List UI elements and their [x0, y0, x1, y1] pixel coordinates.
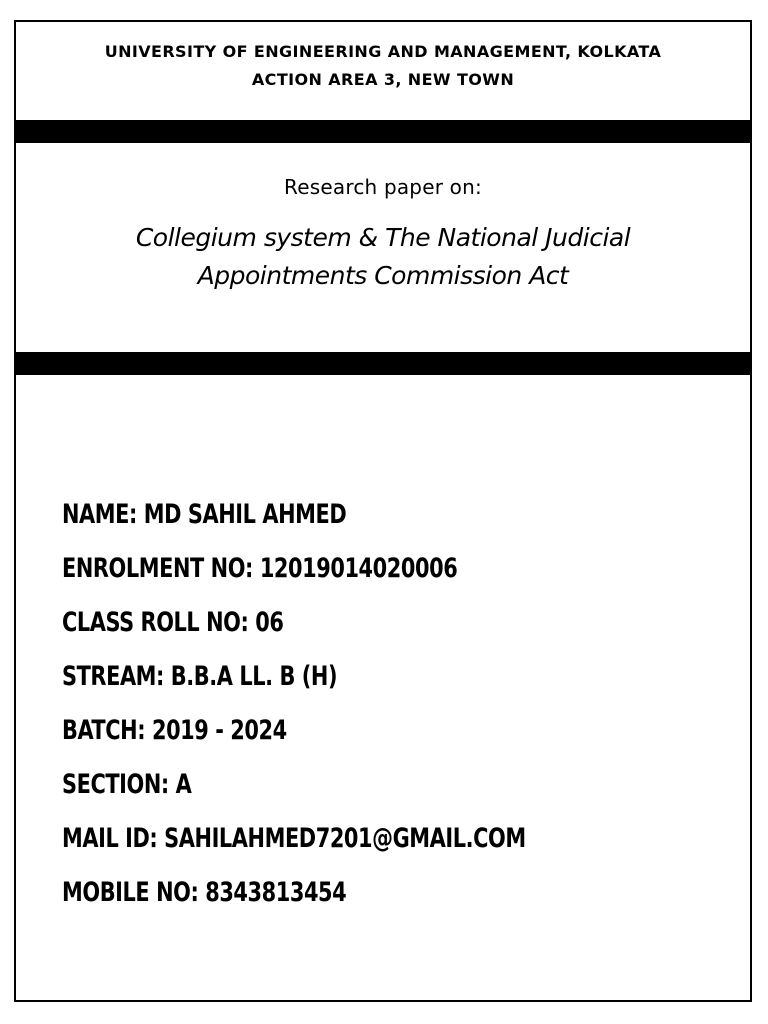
student-details	[62, 488, 742, 920]
research-title-line-2: Appointments Commission Act	[197, 261, 569, 290]
research-title-line-1: Collegium system & The National Judicial	[135, 223, 631, 252]
cover-page	[14, 20, 752, 1002]
research-label: Research paper on:	[284, 175, 482, 199]
stream: STREAM: B.B.A LL. B (H)	[62, 661, 338, 692]
student-name: NAME: MD SAHIL AHMED	[62, 499, 347, 530]
section: SECTION: A	[62, 769, 192, 800]
divider-band-top	[16, 120, 750, 143]
university-name: UNIVERSITY OF ENGINEERING AND MANAGEMENT, KOLKATA	[104, 42, 662, 61]
mail-id: MAIL ID: SAHILAHMED7201@GMAIL.COM	[62, 823, 526, 854]
research-title	[16, 219, 750, 295]
divider-band-bottom	[16, 352, 750, 375]
research-section	[16, 143, 750, 352]
mobile-number: MOBILE NO: 8343813454	[62, 877, 347, 908]
enrolment-number: ENROLMENT NO: 12019014020006	[62, 553, 458, 584]
batch: BATCH: 2019 - 2024	[62, 715, 287, 746]
university-header	[16, 22, 750, 120]
class-roll-number: CLASS ROLL NO: 06	[62, 607, 284, 638]
university-address: ACTION AREA 3, NEW TOWN	[251, 70, 515, 89]
